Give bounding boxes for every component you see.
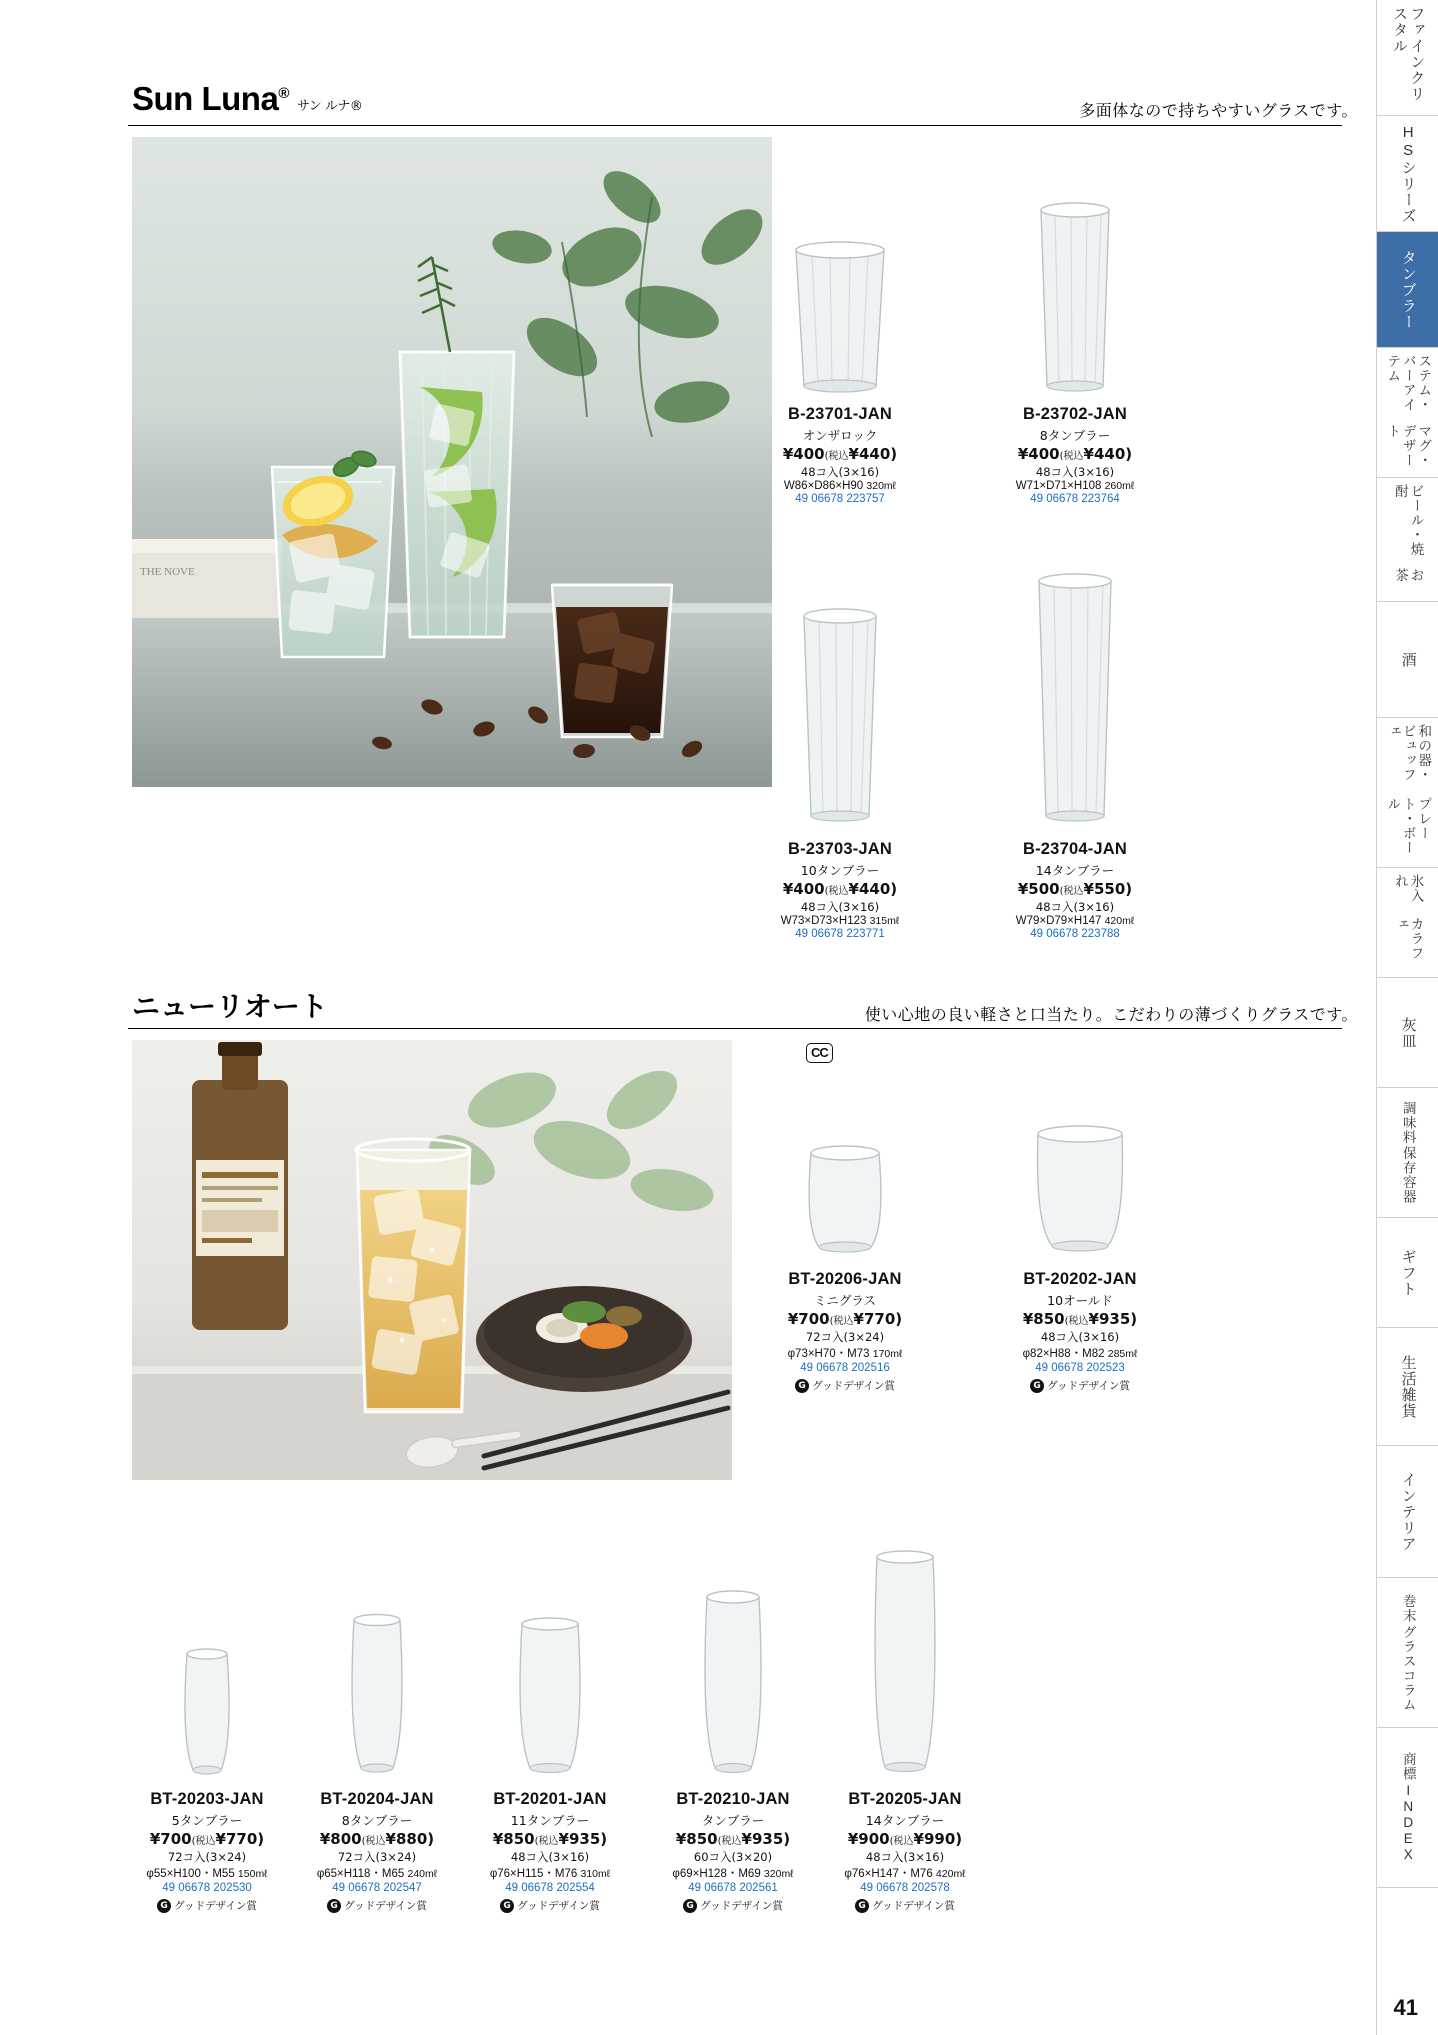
product-name: 10タンブラー [800, 863, 880, 878]
product-jan: 49 06678 223757 [795, 493, 885, 505]
capacity-value: 240mℓ [407, 1868, 438, 1880]
tax-label: (税込 [717, 1836, 742, 1847]
price-value: ¥900 [847, 1830, 890, 1848]
product-dims [980, 1345, 1180, 1361]
product-dims [975, 480, 1175, 492]
dims-value: W73×D73×H123 [780, 915, 867, 927]
dims-value: W71×D71×H108 [1015, 480, 1102, 492]
product-pack: 48コ入(3×16) [1035, 465, 1115, 479]
page-number: 41 [1393, 1995, 1418, 2020]
sidebar-item-label: 和の器・ビュッフェ [1385, 724, 1432, 782]
product-pack: 48コ入(3×16) [865, 1850, 945, 1864]
product-card[interactable] [740, 590, 940, 940]
tax-price: ¥440) [848, 880, 898, 898]
product-image-bt20205 [805, 1535, 1005, 1790]
capacity-value: 315mℓ [869, 915, 900, 927]
sidebar-item-label: ビール・焼酎 [1393, 484, 1424, 557]
dims-value: φ69×H128・M69 [672, 1868, 761, 1880]
sidebar-item-gift[interactable] [1377, 1218, 1438, 1328]
section-title-new-riot: ニューリオート [132, 990, 328, 1023]
sidebar-item-tumbler[interactable] [1377, 232, 1438, 348]
good-design-label: グッドデザイン賞 [174, 1900, 257, 1912]
capacity-value: 170mℓ [872, 1348, 903, 1360]
product-card[interactable] [277, 1572, 477, 1913]
product-jan: 49 06678 202561 [688, 1882, 778, 1894]
sidebar-item-seasoning-storage[interactable] [1377, 1088, 1438, 1218]
product-dims [740, 480, 940, 492]
price-value: ¥850 [1022, 1310, 1065, 1328]
product-card[interactable] [805, 1535, 1005, 1913]
section-title-sun-luna [132, 80, 362, 118]
good-design-icon: G [327, 1899, 341, 1913]
svg-text:THE NOVE: THE NOVE [140, 566, 195, 578]
product-code: BT-20201-JAN [493, 1790, 607, 1808]
product-card[interactable] [745, 1105, 945, 1393]
product-code: BT-20204-JAN [320, 1790, 434, 1808]
good-design-award [805, 1898, 1005, 1913]
product-card[interactable] [633, 1557, 833, 1913]
product-image-bt20206 [745, 1105, 945, 1270]
divider-new-riot [128, 1028, 1342, 1029]
product-pack: 60コ入(3×20) [693, 1850, 773, 1864]
product-jan: 49 06678 202547 [332, 1882, 422, 1894]
product-name: オンザロック [802, 428, 878, 443]
product-name: 11タンブラー [510, 1813, 590, 1828]
tax-price: ¥990) [913, 1830, 963, 1848]
product-price [975, 445, 1175, 463]
sidebar-item-label-2: INDEX [1400, 1783, 1416, 1863]
good-design-label: グッドデザイン賞 [1047, 1380, 1130, 1392]
product-jan: 49 06678 202530 [162, 1882, 252, 1894]
sidebar-item-fine-crystal[interactable] [1377, 0, 1438, 116]
good-design-icon: G [795, 1379, 809, 1393]
product-dims [740, 915, 940, 927]
product-image-b23702 [975, 190, 1175, 405]
product-dims [975, 915, 1175, 927]
good-design-label: グッドデザイン賞 [872, 1900, 955, 1912]
product-pack: 72コ入(3×24) [167, 1850, 247, 1864]
product-image-b23704 [975, 563, 1175, 840]
dims-value: φ55×H100・M55 [146, 1868, 235, 1880]
sidebar-item-stem-bar[interactable] [1377, 348, 1438, 478]
product-image-bt20201 [450, 1572, 650, 1790]
product-name: タンブラー [701, 1813, 765, 1828]
capacity-value: 150mℓ [237, 1868, 268, 1880]
product-image-bt20210 [633, 1557, 833, 1790]
good-design-icon: G [683, 1899, 697, 1913]
tax-label: (税込 [1059, 451, 1084, 462]
product-card[interactable] [975, 563, 1175, 940]
tax-label: (税込 [1064, 1316, 1089, 1327]
good-design-award [980, 1378, 1180, 1393]
section-title-kana: サン ルナ® [296, 99, 363, 114]
sidebar-item-sake[interactable] [1377, 602, 1438, 718]
section-title-text: Sun Luna [132, 80, 279, 117]
tax-price: ¥770) [853, 1310, 903, 1328]
product-code: BT-20205-JAN [848, 1790, 962, 1808]
dims-value: W79×D79×H147 [1015, 915, 1102, 927]
sidebar-item-label-2: マグ・デザート [1385, 423, 1432, 468]
product-card[interactable] [980, 1090, 1180, 1393]
product-pack: 48コ入(3×16) [510, 1850, 590, 1864]
sidebar-item-label-2: グラスコラム [1400, 1624, 1416, 1712]
hero-photo-new-riot [132, 1040, 732, 1480]
product-code: B-23704-JAN [1023, 840, 1127, 858]
product-jan: 49 06678 202523 [1035, 1362, 1125, 1374]
product-code: BT-20210-JAN [676, 1790, 790, 1808]
tax-label: (税込 [361, 1836, 386, 1847]
sidebar-item-hs-series[interactable] [1377, 116, 1438, 232]
tax-label: (税込 [824, 886, 849, 897]
product-price [805, 1830, 1005, 1848]
sidebar-item-label: 灰皿 [1399, 1016, 1417, 1049]
product-name: 8タンブラー [1039, 428, 1111, 443]
product-dims [745, 1345, 945, 1361]
dims-value: φ82×H88・M82 [1022, 1348, 1105, 1360]
sidebar-item-label-2: プレート・ボール [1385, 797, 1432, 856]
price-value: ¥400 [1017, 445, 1060, 463]
dims-value: φ76×H147・M76 [844, 1868, 933, 1880]
product-card[interactable] [740, 210, 940, 505]
sidebar-item-label: ステム・バーアイテム [1385, 354, 1432, 412]
good-design-label: グッドデザイン賞 [344, 1900, 427, 1912]
product-name: 8タンブラー [341, 1813, 413, 1828]
price-value: ¥700 [787, 1310, 830, 1328]
product-price [277, 1830, 477, 1848]
product-pack: 72コ入(3×24) [805, 1330, 885, 1344]
product-price [740, 445, 940, 463]
product-dims [277, 1865, 477, 1881]
capacity-value: 310mℓ [580, 1868, 611, 1880]
sidebar-item-ashtray[interactable] [1377, 978, 1438, 1088]
capacity-value: 420mℓ [935, 1868, 966, 1880]
product-jan: 49 06678 202554 [505, 1882, 595, 1894]
sidebar-item-label: 巻末 [1400, 1593, 1416, 1623]
product-code: BT-20206-JAN [788, 1270, 902, 1288]
product-price [740, 880, 940, 898]
tax-price: ¥440) [1083, 445, 1133, 463]
product-jan: 49 06678 202578 [860, 1882, 950, 1894]
product-price [745, 1310, 945, 1328]
product-jan: 49 06678 223764 [1030, 493, 1120, 505]
good-design-award [745, 1378, 945, 1393]
good-design-award [450, 1898, 650, 1913]
tax-price: ¥880) [385, 1830, 435, 1848]
capacity-value: 320mℓ [866, 480, 897, 492]
product-code: B-23701-JAN [788, 405, 892, 423]
tax-label: (税込 [1059, 886, 1084, 897]
sidebar-item-japanese-ware[interactable] [1377, 718, 1438, 868]
product-image-bt20202 [980, 1090, 1180, 1270]
product-price [975, 880, 1175, 898]
product-card[interactable] [450, 1572, 650, 1913]
product-jan: 49 06678 223771 [795, 928, 885, 940]
registered-mark: ® [278, 85, 289, 102]
product-code: B-23703-JAN [788, 840, 892, 858]
capacity-value: 320mℓ [763, 1868, 794, 1880]
product-pack: 48コ入(3×16) [800, 465, 880, 479]
product-price [450, 1830, 650, 1848]
good-design-icon: G [855, 1899, 869, 1913]
sidebar-item-label: 酒 [1399, 651, 1417, 668]
tax-price: ¥935) [741, 1830, 791, 1848]
divider-sun-luna [128, 125, 1342, 126]
product-image-b23701 [740, 210, 940, 405]
capacity-value: 260mℓ [1104, 480, 1135, 492]
product-price [633, 1830, 833, 1848]
product-code: BT-20202-JAN [1023, 1270, 1137, 1288]
product-dims [633, 1865, 833, 1881]
sidebar-item-living-goods[interactable] [1377, 1328, 1438, 1446]
hero-photo-sun-luna [132, 137, 772, 787]
tax-label: (税込 [534, 1836, 559, 1847]
price-value: ¥850 [492, 1830, 535, 1848]
tax-price: ¥935) [1088, 1310, 1138, 1328]
good-design-label: グッドデザイン賞 [812, 1380, 895, 1392]
product-pack: 48コ入(3×16) [1040, 1330, 1120, 1344]
product-price [980, 1310, 1180, 1328]
tax-price: ¥440) [848, 445, 898, 463]
product-name: ミニグラス [813, 1293, 877, 1308]
cc-badge: CC [806, 1043, 833, 1063]
section-tagline-new-riot: 使い心地の良い軽さと口当たり。こだわりの薄づくりグラスです。 [864, 1005, 1358, 1024]
product-name: 5タンブラー [171, 1813, 243, 1828]
sidebar-item-index[interactable] [1377, 1728, 1438, 1888]
product-code: B-23702-JAN [1023, 405, 1127, 423]
sidebar-item-label: インテリア [1399, 1471, 1417, 1552]
good-design-label: グッドデザイン賞 [517, 1900, 600, 1912]
sidebar-item-interior[interactable] [1377, 1446, 1438, 1578]
sidebar-item-label-2: お茶 [1393, 567, 1424, 583]
price-value: ¥700 [149, 1830, 192, 1848]
good-design-label: グッドデザイン賞 [700, 1900, 783, 1912]
tax-price: ¥935) [558, 1830, 608, 1848]
sidebar-item-glass-column[interactable] [1377, 1578, 1438, 1728]
price-value: ¥500 [1017, 880, 1060, 898]
sidebar-item-label: 氷入れ [1393, 874, 1424, 903]
dims-value: W86×D86×H90 [783, 480, 864, 492]
product-pack: 48コ入(3×16) [1035, 900, 1115, 914]
product-jan: 49 06678 202516 [800, 1362, 890, 1374]
sidebar-item-label-2: 保存容器 [1400, 1146, 1416, 1205]
good-design-icon: G [1030, 1379, 1044, 1393]
good-design-icon: G [157, 1899, 171, 1913]
sidebar-item-label: 調味料 [1400, 1100, 1416, 1145]
sidebar-item-label: タンブラー [1399, 249, 1417, 330]
dims-value: φ65×H118・M65 [316, 1868, 405, 1880]
product-pack: 48コ入(3×16) [800, 900, 880, 914]
product-pack: 72コ入(3×24) [337, 1850, 417, 1864]
section-tab-rail[interactable] [1376, 0, 1438, 2035]
sidebar-item-label: 商標 [1400, 1752, 1416, 1781]
product-card[interactable] [975, 190, 1175, 505]
tax-label: (税込 [191, 1836, 216, 1847]
good-design-award [277, 1898, 477, 1913]
tax-price: ¥770) [215, 1830, 265, 1848]
product-image-bt20204 [277, 1572, 477, 1790]
sidebar-item-label: ファインクリスタル [1391, 6, 1426, 102]
capacity-value: 420mℓ [1104, 915, 1135, 927]
good-design-award [633, 1898, 833, 1913]
price-value: ¥800 [319, 1830, 362, 1848]
product-name: 10オールド [1047, 1293, 1113, 1308]
capacity-value: 285mℓ [1107, 1348, 1138, 1360]
tax-label: (税込 [824, 451, 849, 462]
sidebar-item-label: HSシリーズ [1399, 123, 1417, 224]
dims-value: φ73×H70・M73 [787, 1348, 870, 1360]
tax-price: ¥550) [1083, 880, 1133, 898]
section-tagline-sun-luna: 多面体なので持ちやすいグラスです。 [1079, 101, 1358, 120]
sidebar-item-label: 生活雑貨 [1399, 1354, 1417, 1419]
price-value: ¥850 [675, 1830, 718, 1848]
product-image-b23703 [740, 590, 940, 840]
tax-label: (税込 [889, 1836, 914, 1847]
sidebar-item-label-2: カラフェ [1393, 916, 1424, 961]
sidebar-item-beer-shochu[interactable] [1377, 478, 1438, 602]
tax-label: (税込 [829, 1316, 854, 1327]
product-name: 14タンブラー [865, 1813, 945, 1828]
sidebar-item-ice-carafe[interactable] [1377, 868, 1438, 978]
product-jan: 49 06678 223788 [1030, 928, 1120, 940]
sidebar-item-label: ギフト [1399, 1248, 1417, 1297]
product-name: 14タンブラー [1035, 863, 1115, 878]
good-design-icon: G [500, 1899, 514, 1913]
product-dims [805, 1865, 1005, 1881]
dims-value: φ76×H115・M76 [489, 1868, 578, 1880]
price-value: ¥400 [782, 880, 825, 898]
product-dims [450, 1865, 650, 1881]
product-code: BT-20203-JAN [150, 1790, 264, 1808]
price-value: ¥400 [782, 445, 825, 463]
